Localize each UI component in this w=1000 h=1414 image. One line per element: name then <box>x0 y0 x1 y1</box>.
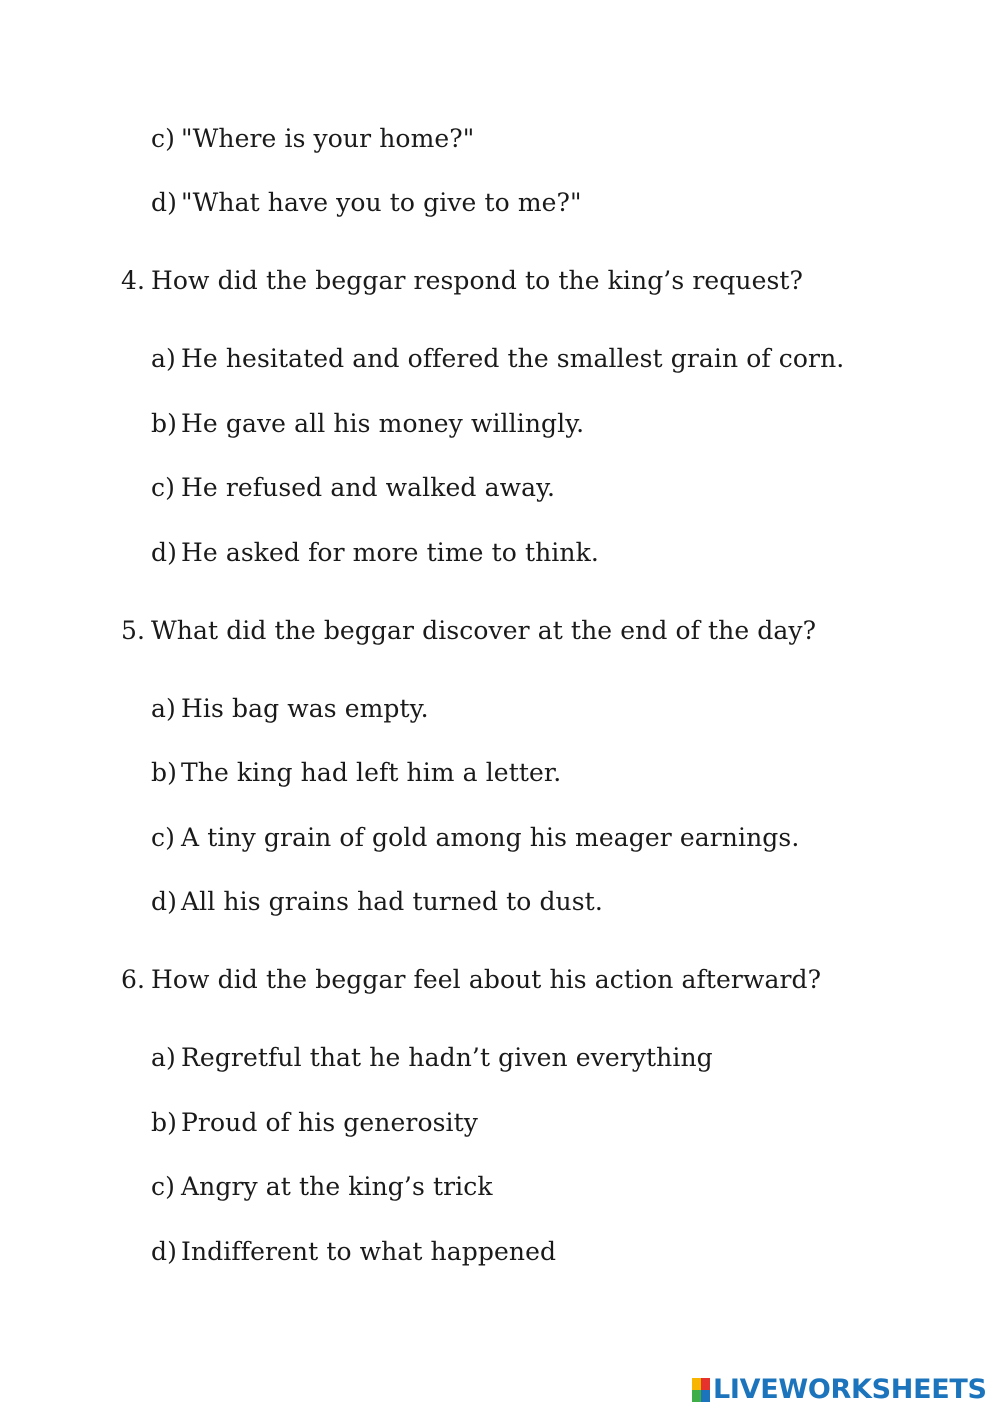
logo-mark-tile <box>701 1378 710 1390</box>
option-text: He asked for more time to think. <box>181 538 599 567</box>
option-q6-c <box>151 1171 493 1203</box>
option-q5-d <box>151 886 603 918</box>
logo-mark-icon <box>692 1378 710 1402</box>
option-letter: d) <box>151 538 177 567</box>
option-q4-c <box>151 472 555 504</box>
option-q4-a <box>151 343 844 375</box>
logo-mark-tile <box>692 1390 701 1402</box>
option-q6-b <box>151 1107 478 1139</box>
option-letter: b) <box>151 758 177 787</box>
question-text: How did the beggar feel about his action afterward? <box>151 965 822 994</box>
option-text: His bag was empty. <box>181 694 429 723</box>
option-text: He hesitated and offered the smallest grain of corn. <box>181 344 845 373</box>
question-number: 5. <box>121 616 146 645</box>
option-text: He gave all his money willingly. <box>181 409 585 438</box>
logo-text: LIVEWORKSHEETS <box>713 1374 987 1405</box>
option-q6-a <box>151 1042 713 1074</box>
option-q6-d <box>151 1236 556 1268</box>
option-text: Regretful that he hadn’t given everything <box>181 1043 713 1072</box>
question-5 <box>121 615 816 647</box>
option-letter: b) <box>151 1108 177 1137</box>
option-text: Indifferent to what happened <box>181 1237 557 1266</box>
option-q5-b <box>151 757 561 789</box>
option-text: The king had left him a letter. <box>181 758 562 787</box>
option-letter: c) <box>151 473 175 502</box>
option-letter: a) <box>151 1043 176 1072</box>
question-text: How did the beggar respond to the king’s request? <box>151 266 804 295</box>
option-q5-c <box>151 822 799 854</box>
option-letter: d) <box>151 188 177 217</box>
logo-mark-tile <box>692 1378 701 1390</box>
option-text: He refused and walked away. <box>181 473 556 502</box>
option-letter: a) <box>151 344 176 373</box>
question-number: 4. <box>121 266 146 295</box>
option-letter: a) <box>151 694 176 723</box>
question-4 <box>121 265 803 297</box>
question-number: 6. <box>121 965 146 994</box>
question-text: What did the beggar discover at the end of the day? <box>151 616 817 645</box>
liveworksheets-logo[interactable] <box>692 1376 987 1404</box>
question-6 <box>121 964 821 996</box>
option-letter: b) <box>151 409 177 438</box>
option-letter: c) <box>151 1172 175 1201</box>
option-text: A tiny grain of gold among his meager earnings. <box>181 823 800 852</box>
option-q4-d <box>151 537 599 569</box>
option-text: "What have you to give to me?" <box>181 188 582 217</box>
option-q4-b <box>151 408 584 440</box>
option-text: Angry at the king’s trick <box>181 1172 493 1201</box>
option-text: All his grains had turned to dust. <box>181 887 603 916</box>
option-q5-a <box>151 693 429 725</box>
option-letter: c) <box>151 823 175 852</box>
option-text: Proud of his generosity <box>181 1108 478 1137</box>
option-letter: d) <box>151 887 177 916</box>
option-letter: d) <box>151 1237 177 1266</box>
option-q3-d <box>151 187 582 219</box>
option-text: "Where is your home?" <box>181 124 475 153</box>
option-q3-c <box>151 123 474 155</box>
logo-mark-tile <box>701 1390 710 1402</box>
option-letter: c) <box>151 124 175 153</box>
